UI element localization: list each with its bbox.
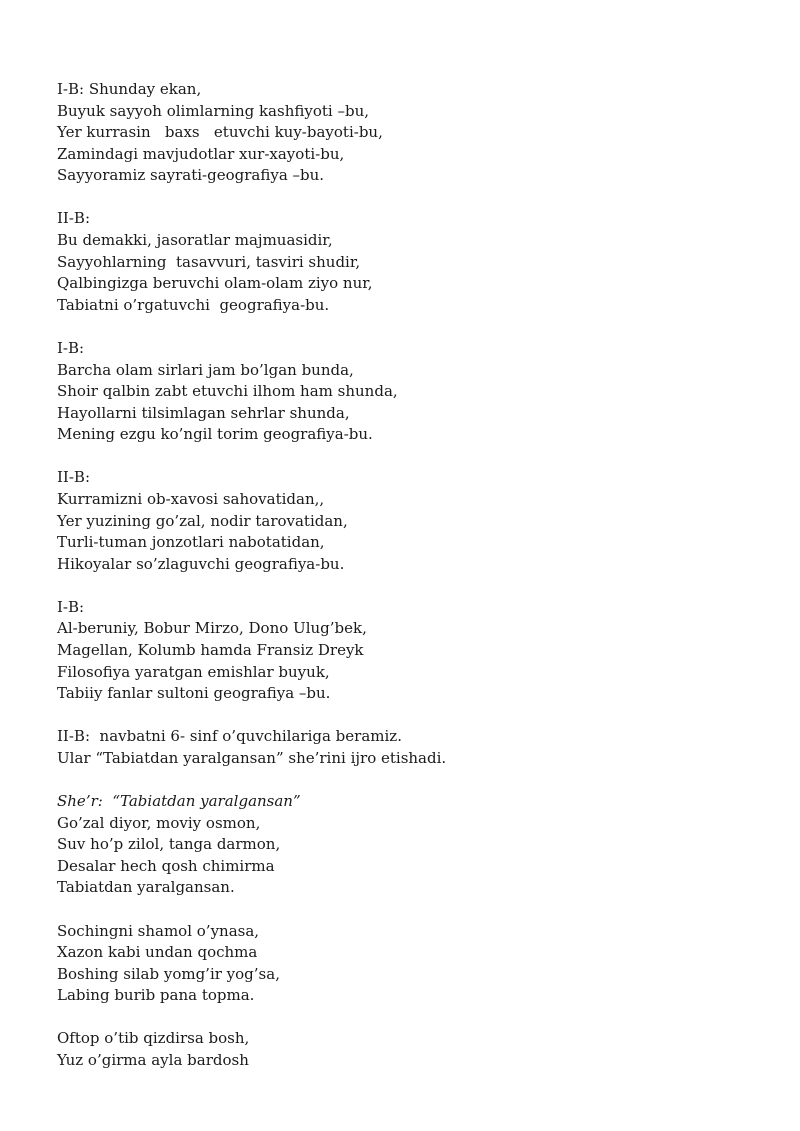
text-line: Hikoyalar so’zlaguvchi geografiya-bu. <box>57 554 345 573</box>
poem-stanza-1 <box>57 791 777 899</box>
text-line: Qalbingizga beruvchi olam-olam ziyo nur, <box>57 274 373 293</box>
text-line: Al-beruniy, Bobur Mirzo, Dono Ulug’bek, <box>57 619 367 638</box>
stanza-2 <box>57 208 777 316</box>
text-line: Hayollarni tilsimlagan sehrlar shunda, <box>57 403 350 422</box>
text-line: Buyuk sayyoh olimlarning kashfiyoti –bu, <box>57 101 369 120</box>
text-line: Sochingni shamol o’ynasa, <box>57 921 260 940</box>
text-line: II-B: <box>57 209 90 228</box>
text-line: Yer yuzining go’zal, nodir tarovatidan, <box>57 511 348 530</box>
text-line: Ular “Tabiatdan yaralgansan” she’rini ijro etishadi. <box>57 748 447 767</box>
text-line: Shoir qalbin zabt etuvchi ilhom ham shunda, <box>57 382 398 401</box>
text-line: Tabiatni o’rgatuvchi geografiya-bu. <box>57 295 330 314</box>
text-line: II-B: navbatni 6- sinf o’quvchilariga beramiz. <box>57 727 402 746</box>
text-line: Turli-tuman jonzotlari nabotatidan, <box>57 533 325 552</box>
text-line: Sayyohlarning tasavvuri, tasviri shudir, <box>57 252 361 271</box>
text-line: I-B: <box>57 597 85 616</box>
poem-stanza-3 <box>57 1028 777 1071</box>
text-line: Mening ezgu ko’ngil torim geografiya-bu. <box>57 425 373 444</box>
text-line: Tabiiy fanlar sultoni geografiya –bu. <box>57 684 331 703</box>
stanza-5 <box>57 597 777 705</box>
announcement <box>57 726 777 769</box>
stanza-4 <box>57 467 777 575</box>
poem-stanza-2 <box>57 921 777 1007</box>
document-page <box>57 79 777 1093</box>
text-line: Tabiatdan yaralgansan. <box>57 878 235 897</box>
text-line: Magellan, Kolumb hamda Fransiz Dreyk <box>57 641 364 660</box>
text-line: Barcha olam sirlari jam bo’lgan bunda, <box>57 360 354 379</box>
text-line: I-B: <box>57 338 85 357</box>
stanza-1 <box>57 79 777 187</box>
text-line: Labing burib pana topma. <box>57 986 255 1005</box>
text-line: I-B: Shunday ekan, <box>57 80 202 98</box>
text-line: Kurramizni ob-xavosi sahovatidan,, <box>57 490 325 508</box>
text-line: Oftop o’tib qizdirsa bosh, <box>57 1029 250 1048</box>
text-line: Desalar hech qosh chimirma <box>57 856 275 875</box>
text-line: Bu demakki, jasoratlar majmuasidir, <box>57 231 333 250</box>
stanza-3 <box>57 338 777 446</box>
text-line: Suv ho’p zilol, tanga darmon, <box>57 835 281 854</box>
text-line: Xazon kabi undan qochma <box>57 943 258 962</box>
text-line: Yer kurrasin baxs etuvchi kuy-bayoti-bu, <box>57 123 383 142</box>
text-line: Sayyoramiz sayrati-geografiya –bu. <box>57 166 325 185</box>
poem-title: She’r: “Tabiatdan yaralgansan” <box>57 792 301 811</box>
text-line: Boshing silab yomg’ir yog’sa, <box>57 964 280 983</box>
text-line: Filosofiya yaratgan emishlar buyuk, <box>57 662 330 681</box>
text-line: II-B: <box>57 468 90 487</box>
text-line: Zamindagi mavjudotlar xur-xayoti-bu, <box>57 144 345 163</box>
text-line: Yuz o’girma ayla bardosh <box>57 1050 249 1069</box>
text-line: Go’zal diyor, moviy osmon, <box>57 813 261 832</box>
